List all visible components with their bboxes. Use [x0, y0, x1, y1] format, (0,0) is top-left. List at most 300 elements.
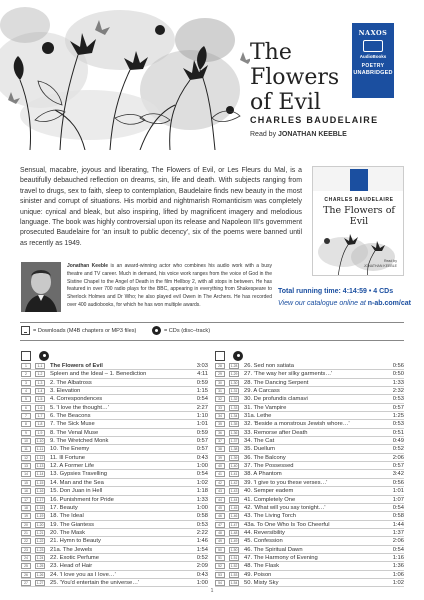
cover-title: The Flowers of Evil	[323, 205, 395, 227]
track-row	[215, 462, 404, 470]
download-track-number: 43	[215, 488, 225, 494]
cover-header-band	[313, 167, 404, 191]
cd-track-number: 1-39	[230, 455, 238, 460]
cd-track-number: 1-49	[230, 539, 238, 544]
track-title: 30. De profundis clamavi	[244, 396, 308, 403]
track-title: 2. The Albatross	[50, 379, 92, 386]
track-duration: 1:18	[196, 488, 208, 495]
track-duration: 0:43	[196, 571, 208, 578]
track-row	[21, 504, 208, 512]
cd-track-number: 1-54	[230, 580, 238, 585]
track-duration: 1:10	[196, 413, 208, 420]
download-track-number: 8	[21, 421, 31, 427]
catalogue-text: View our catalogue online at	[278, 300, 368, 307]
ink-flower-illustration	[0, 0, 250, 150]
cd-track-number: 1-53	[230, 572, 238, 577]
cd-track-number: 1-22	[36, 539, 44, 544]
track-title: 35. Duellum	[244, 446, 275, 453]
download-track-number: 44	[215, 497, 225, 503]
track-title: 26. Sed non satiata	[244, 363, 294, 369]
track-duration: 1:02	[196, 479, 208, 486]
catalogue-link[interactable]	[278, 300, 411, 307]
cd-track-number: 1-44	[230, 497, 238, 502]
header	[0, 0, 424, 150]
track-row	[21, 562, 208, 570]
track-row	[215, 479, 404, 487]
cd-track-number: 1-9	[35, 430, 45, 436]
naxos-sublabel: AudioBooks	[359, 54, 387, 59]
track-row	[21, 512, 208, 520]
download-icon	[21, 326, 30, 335]
track-title: 21. Hymn to Beauty	[50, 538, 101, 545]
track-row	[21, 387, 208, 395]
cd-track-number: 1-20	[36, 522, 44, 527]
format-legend	[21, 326, 210, 335]
track-row	[215, 554, 404, 562]
track-duration: 0:53	[392, 421, 404, 428]
download-track-number: 38	[215, 446, 225, 452]
track-duration: 0:57	[392, 404, 404, 411]
cd-track-number: 1-30	[230, 380, 238, 385]
download-track-number: 42	[215, 480, 225, 486]
reader-photo	[21, 262, 61, 312]
track-row	[21, 445, 208, 453]
cd-track-number: 1-5	[35, 396, 45, 402]
track-title: 17. Beauty	[50, 504, 78, 511]
track-row	[215, 487, 404, 495]
track-row	[215, 370, 404, 378]
track-duration: 1:01	[196, 421, 208, 428]
track-duration: 1:06	[392, 571, 404, 578]
cd-icon	[39, 351, 49, 361]
catalogue-url[interactable]: n-ab.com/cat	[367, 300, 411, 307]
track-title: 3. Elevation	[50, 388, 81, 395]
bio-name: Jonathan Keeble	[67, 263, 109, 269]
track-duration: 0:53	[392, 396, 404, 403]
track-duration: 0:57	[392, 463, 404, 470]
download-track-number: 28	[215, 363, 225, 369]
download-track-number: 14	[21, 471, 31, 477]
download-track-number: 49	[215, 538, 225, 544]
track-duration: 1:00	[196, 504, 208, 511]
title-line: of Evil	[250, 90, 321, 115]
download-track-number: 15	[21, 480, 31, 486]
track-duration: 0:59	[196, 429, 208, 436]
cd-track-number: 1-27	[36, 580, 44, 585]
cd-track-number: 1-51	[230, 555, 238, 560]
legend-download: = Downloads (M4B chapters or MP3 files)	[33, 327, 137, 334]
track-duration: 2:22	[196, 529, 208, 536]
cover-naxos-badge	[350, 169, 368, 191]
track-title: 28. The Dancing Serpent	[244, 379, 309, 386]
legend-cd: = CDs (disc–track)	[163, 327, 211, 334]
cd-track-number: 1-48	[230, 530, 238, 535]
download-track-number: 16	[21, 488, 31, 494]
cd-track-number: 1-29	[230, 372, 238, 377]
track-title: 47. The Harmony of Evening	[244, 554, 318, 561]
track-row	[21, 487, 208, 495]
track-duration: 1:33	[392, 379, 404, 386]
cover-reader	[364, 259, 397, 269]
download-track-number: 33	[215, 405, 225, 411]
track-title: 31. The Vampire	[244, 404, 287, 411]
track-duration: 1:15	[196, 388, 208, 395]
track-duration: 0:43	[196, 454, 208, 461]
track-title: 32. 'Beside a monstrous Jewish whore…'	[244, 421, 350, 428]
track-duration: 2:09	[196, 563, 208, 570]
cd-track-number: 1-46	[230, 514, 238, 519]
track-duration: 1:00	[196, 463, 208, 470]
track-row	[215, 362, 404, 370]
track-duration: 1:07	[392, 496, 404, 503]
track-row	[21, 362, 208, 370]
track-row	[21, 579, 208, 587]
track-row	[215, 379, 404, 387]
track-title: 34. The Cat	[244, 438, 275, 445]
download-track-number: 13	[21, 463, 31, 469]
download-track-number: 31	[215, 388, 225, 394]
download-track-number: 46	[215, 513, 225, 519]
track-title: 20. The Mask	[50, 529, 86, 536]
track-title: 46. The Spiritual Dawn	[244, 546, 303, 553]
cd-track-number: 1-7	[35, 413, 45, 419]
download-track-number: 9	[21, 430, 31, 436]
track-title: 6. The Beacons	[50, 413, 91, 420]
track-duration: 4:11	[197, 371, 208, 378]
download-track-number: 20	[21, 522, 31, 528]
track-title: 43a. To One Who Is Too Cheerful	[244, 521, 330, 528]
cd-icon	[152, 326, 161, 335]
track-row	[21, 454, 208, 462]
download-track-number: 19	[21, 513, 31, 519]
download-track-number: 34	[215, 413, 225, 419]
track-row	[21, 554, 208, 562]
page-number: 1	[210, 588, 214, 594]
naxos-audiobooks-badge	[352, 23, 394, 98]
track-duration: 1:37	[392, 529, 404, 536]
track-row	[21, 462, 208, 470]
track-title: 37. The Possessed	[244, 463, 294, 470]
track-title: 8. The Venal Muse	[50, 429, 99, 436]
download-track-number: 29	[215, 371, 225, 377]
track-row	[21, 571, 208, 579]
reader-name: JONATHAN KEEBLE	[278, 131, 347, 138]
track-duration: 0:56	[392, 363, 404, 369]
download-track-number: 52	[215, 563, 225, 569]
track-title: 5. 'I love the thought…'	[50, 404, 109, 411]
book-description: Sensual, macabre, joyous and liberating, The Flowers of Evil, or Les Fleurs du Mal, is a beautifully debauched reflection on dreams, sin, life and death. With subjects ranging from travel to drugs, sex to faith, sleep to contemplation, Baudelaire finds new beauty in the most sinister and corrupt of situations. His morbid and nightmarish Romanticism was completely unique: cynical and bleak, but also inspiring, lifted by magnificent imagery and melodious language. The book was highly controversial upon its release and Napoleon III's government prosecuted Baudelaire for 'an insult to public decency', six of the poems were banned until as recently as 1949.	[20, 167, 302, 247]
cd-track-number: 1-41	[230, 472, 238, 477]
download-track-number: 54	[215, 580, 225, 586]
track-title: 9. The Wretched Monk	[50, 438, 109, 445]
download-track-number: 18	[21, 505, 31, 511]
track-title: 45. Confession	[244, 538, 283, 545]
cd-track-number: 1-15	[36, 480, 44, 485]
track-title: 40. Semper eadem	[244, 488, 294, 495]
track-duration: 2:27	[196, 404, 208, 411]
reader-portrait-image	[21, 262, 61, 312]
track-title: 49. Poison	[244, 571, 272, 578]
cd-track-number: 1-38	[230, 447, 238, 452]
download-track-number: 39	[215, 455, 225, 461]
cd-track-number: 1-42	[230, 480, 238, 485]
track-title: 48. The Flask	[244, 563, 280, 570]
track-row	[21, 404, 208, 412]
cover-author: CHARLES BAUDELAIRE	[324, 197, 394, 203]
track-title: 43. The Living Torch	[244, 513, 296, 520]
track-title: 15. Don Juan in Hell	[50, 488, 103, 495]
track-row	[21, 429, 208, 437]
track-duration: 1:25	[392, 413, 404, 420]
cd-track-number: 1-26	[36, 572, 44, 577]
track-title: 22. Exotic Perfume	[50, 554, 99, 561]
track-title: 13. Gypsies Travelling	[50, 471, 108, 478]
track-title: 19. The Giantess	[50, 521, 95, 528]
track-row	[21, 437, 208, 445]
download-track-number: 45	[215, 505, 225, 511]
cd-track-number: 1-11	[36, 447, 44, 452]
download-track-number: 30	[215, 380, 225, 386]
download-track-number: 35	[215, 421, 225, 427]
track-row	[215, 529, 404, 537]
download-track-number: 2	[21, 371, 31, 377]
track-row	[21, 496, 208, 504]
cd-track-number: 1-40	[230, 464, 238, 469]
track-row	[21, 546, 208, 554]
track-title: 14. Man and the Sea	[50, 479, 104, 486]
track-title: 24. 'I love you as I love…'	[50, 571, 116, 578]
download-track-number: 3	[21, 380, 31, 386]
track-list-left	[21, 362, 208, 587]
cd-track-number: 1-24	[36, 555, 44, 560]
track-title: 18. The Ideal	[50, 513, 84, 520]
track-title: 38. A Phantom	[244, 471, 282, 478]
track-duration: 0:54	[392, 504, 404, 511]
cd-track-number: 1-16	[36, 489, 44, 494]
reader-credit	[250, 131, 347, 138]
track-duration: 0:50	[392, 371, 404, 378]
title-line: The	[250, 40, 292, 65]
track-title: 41. Completely One	[244, 496, 296, 503]
track-title: 11. Ill Fortune	[50, 454, 86, 461]
download-track-number: 1	[21, 363, 31, 369]
track-title: 39. 'I give to you these verses…'	[244, 479, 328, 486]
track-duration: 1:33	[196, 496, 208, 503]
track-row	[21, 412, 208, 420]
download-track-number: 50	[215, 547, 225, 553]
download-track-number: 37	[215, 438, 225, 444]
cd-track-number: 1-21	[36, 530, 44, 535]
track-duration: 3:03	[196, 363, 208, 369]
download-track-number: 51	[215, 555, 225, 561]
download-track-number: 10	[21, 438, 31, 444]
track-duration: 0:52	[196, 554, 208, 561]
cd-track-number: 1-8	[35, 421, 45, 427]
track-row	[215, 437, 404, 445]
cd-track-number: 1-18	[36, 505, 44, 510]
track-duration: 1:46	[196, 538, 208, 545]
divider	[20, 322, 404, 323]
download-icon	[215, 351, 225, 361]
title-line: Flowers	[250, 65, 340, 90]
cd-track-number: 1-23	[36, 547, 44, 552]
track-row	[215, 470, 404, 478]
download-track-number: 7	[21, 413, 31, 419]
track-title: 50. Misty Sky	[244, 579, 279, 586]
download-track-number: 26	[21, 572, 31, 578]
track-list-right	[215, 362, 404, 587]
track-duration: 1:01	[392, 488, 404, 495]
track-title: 23. Head of Hair	[50, 563, 93, 570]
reader-biography	[67, 263, 272, 310]
track-duration: 1:36	[392, 563, 404, 570]
edition-label: UNABRIDGED	[353, 70, 393, 76]
cd-track-number: 1-13	[36, 464, 44, 469]
track-row	[215, 454, 404, 462]
bio-text: is an award-winning actor who combines his audio work with a busy theatre and TV career. Much in demand, his voice work ranges from the voice of God in the Sistine Chapel to the Angel of Death in the film Hellboy 2, with all stops in between. He has featured in over 700 radio plays for the BBC, appearing in everything from Shakespeare to Sherlock Holmes and Dr Who; he also played evil Owen in The Archers. He has recorded over 400 audiobooks, for which he has won multiple awards.	[67, 263, 272, 308]
track-row	[215, 412, 404, 420]
download-track-number: 21	[21, 530, 31, 536]
cd-track-number: 1-4	[35, 388, 45, 394]
cd-track-number: 1-33	[230, 405, 238, 410]
track-duration: 0:57	[196, 438, 208, 445]
cd-track-number: 1-50	[230, 547, 238, 552]
track-title: 31a. Lethe	[244, 413, 272, 420]
cd-track-number: 1-6	[35, 405, 45, 411]
reader-prefix: Read by	[250, 131, 279, 138]
track-row	[215, 420, 404, 428]
download-track-number: 5	[21, 396, 31, 402]
track-duration: 2:32	[392, 388, 404, 395]
track-title: 16. Punishment for Pride	[50, 496, 114, 503]
download-track-number: 41	[215, 471, 225, 477]
cd-track-number: 1-45	[230, 505, 238, 510]
download-track-number: 48	[215, 530, 225, 536]
cd-track-number: 1-47	[230, 522, 238, 527]
track-duration: 0:52	[392, 446, 404, 453]
author-name: CHARLES BAUDELAIRE	[250, 115, 379, 125]
track-row	[215, 512, 404, 520]
track-row	[215, 429, 404, 437]
cd-track-number: 1-35	[230, 422, 238, 427]
track-title: 27. 'The way her silky garments…'	[244, 371, 333, 378]
track-title: 44. Reversibility	[244, 529, 285, 536]
track-row	[215, 496, 404, 504]
cd-track-number: 1-37	[230, 439, 238, 444]
track-row	[21, 395, 208, 403]
cd-track-number: 1-10	[36, 439, 44, 444]
track-duration: 1:00	[196, 579, 208, 586]
download-track-number: 17	[21, 497, 31, 503]
divider	[20, 340, 404, 341]
cd-icon	[233, 351, 243, 361]
download-track-number: 24	[21, 555, 31, 561]
track-row	[215, 445, 404, 453]
download-track-number: 11	[21, 446, 31, 452]
track-row	[215, 404, 404, 412]
download-track-number: 53	[215, 572, 225, 578]
track-duration: 0:57	[196, 446, 208, 453]
cd-track-number: 1-43	[230, 489, 238, 494]
cover-reader-label: Read by	[383, 259, 397, 263]
genre-label: POETRY	[361, 63, 385, 69]
download-track-number: 22	[21, 538, 31, 544]
track-duration: 0:53	[196, 521, 208, 528]
cd-track-number: 1-32	[230, 397, 238, 402]
cd-track-number: 1-52	[230, 564, 238, 569]
track-duration: 0:54	[392, 546, 404, 553]
track-row	[21, 379, 208, 387]
download-icon	[21, 351, 31, 361]
cd-track-number: 1-28	[230, 364, 238, 368]
track-row	[215, 521, 404, 529]
track-title: 36. The Balcony	[244, 454, 286, 461]
track-row	[215, 562, 404, 570]
track-row	[21, 470, 208, 478]
naxos-logo: NAXOS	[358, 29, 388, 37]
track-duration: 0:58	[392, 513, 404, 520]
download-track-number: 27	[21, 580, 31, 586]
track-row	[21, 370, 208, 378]
track-duration: 0:56	[392, 479, 404, 486]
track-title: Spleen and the Ideal – 1. Benediction	[50, 371, 147, 378]
track-duration: 1:02	[392, 579, 404, 586]
download-track-number: 23	[21, 547, 31, 553]
track-row	[215, 395, 404, 403]
cd-track-number: 1-1	[35, 363, 45, 369]
track-duration: 3:42	[392, 471, 404, 478]
track-duration: 0:54	[196, 471, 208, 478]
track-title: The Flowers of Evil	[50, 363, 103, 369]
track-title: 7. The Sick Muse	[50, 421, 95, 428]
track-duration: 0:51	[392, 429, 404, 436]
track-duration: 1:54	[196, 546, 208, 553]
cd-track-number: 1-17	[36, 497, 44, 502]
track-row	[21, 521, 208, 529]
track-duration: 2:06	[392, 538, 404, 545]
download-track-number: 6	[21, 405, 31, 411]
track-row	[21, 420, 208, 428]
download-track-number: 32	[215, 396, 225, 402]
track-duration: 1:44	[392, 521, 404, 528]
cover-reader-name: JONATHAN KEEBLE	[363, 264, 397, 268]
track-row	[215, 504, 404, 512]
cd-track-number: 1-25	[36, 564, 44, 569]
track-row	[21, 479, 208, 487]
download-track-number: 12	[21, 455, 31, 461]
track-row	[215, 546, 404, 554]
track-row	[215, 579, 404, 587]
track-title: 25. 'You'd entertain the universe…'	[50, 579, 140, 586]
track-row	[215, 387, 404, 395]
cd-track-number: 1-2	[35, 371, 45, 377]
cd-track-number: 1-36	[230, 430, 238, 435]
track-duration: 0:59	[196, 379, 208, 386]
cd-track-number: 1-34	[230, 414, 238, 419]
track-title: 29. A Carcass	[244, 388, 280, 395]
cd-track-number: 1-12	[36, 455, 44, 460]
download-track-number: 4	[21, 388, 31, 394]
track-duration: 1:16	[392, 554, 404, 561]
cd-track-number: 1-3	[35, 380, 45, 386]
track-title: 21a. The Jewels	[50, 546, 93, 553]
cd-track-number: 1-19	[36, 514, 44, 519]
track-duration: 0:54	[196, 396, 208, 403]
track-title: 33. Remorse after Death	[244, 429, 308, 436]
cd-track-number: 1-31	[230, 389, 238, 394]
cd-track-number: 1-14	[36, 472, 44, 477]
naxos-crest-icon	[363, 40, 383, 52]
